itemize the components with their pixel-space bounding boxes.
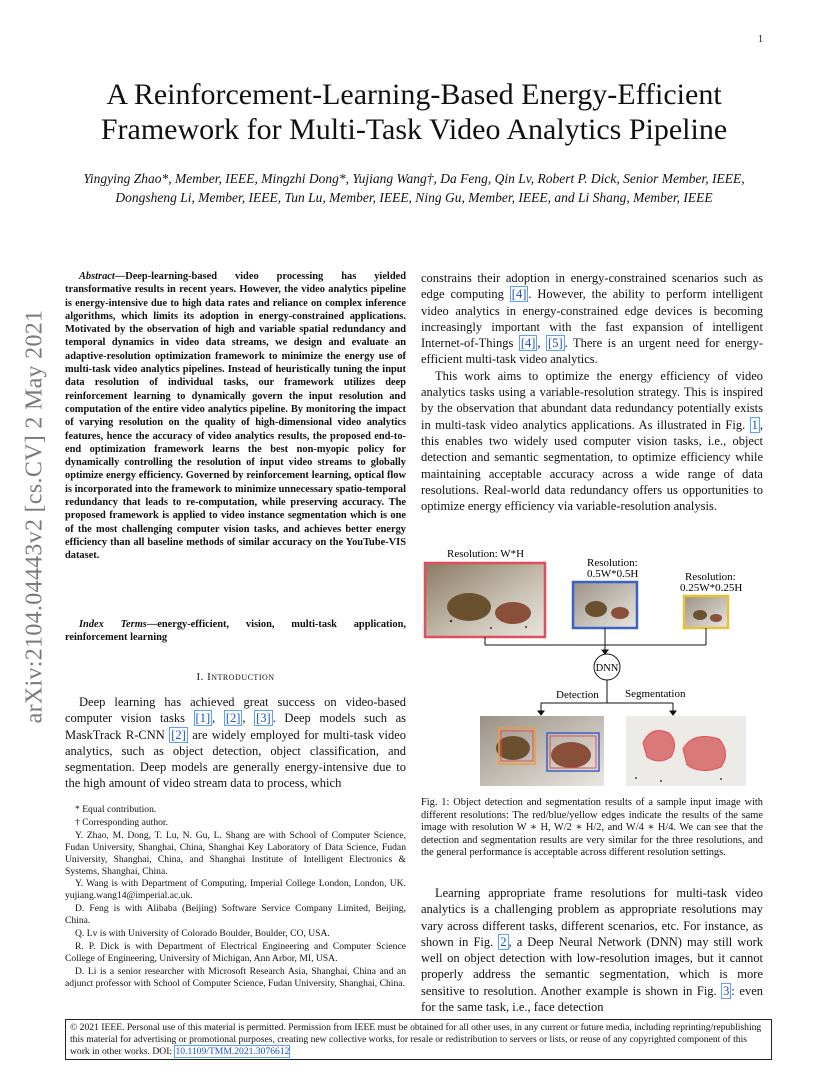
image-full-resolution [425,563,545,637]
abstract-label: Abstract [79,271,115,282]
footnote: * Equal contribution. [75,804,157,815]
citation-link[interactable]: [4] [511,287,527,302]
footnotes [65,804,406,991]
section-heading-introduction: I. Introduction [196,671,275,683]
citation-link[interactable]: [2] [225,711,241,726]
resolution-label-full: Resolution: W*H [447,548,525,560]
footnote: Y. Zhao, M. Dong, T. Lu, N. Gu, L. Shang are with School of Computer Science, Fudan University, Shanghai, China, Shanghai Key Laboratory of Data Science, Fudan University, Shanghai, China, and Shanghai Institute of Intelligent Electronics & Systems, Shanghai, China. [65,829,406,877]
footnote: Y. Wang is with Department of Computing, Imperial College London, London, UK. yujiang.wang14@imperial.ac.uk. [65,878,406,902]
doi-link[interactable]: 10.1109/TMM.2021.3076612 [175,1045,290,1057]
index-terms-label: Index Terms [79,619,147,630]
index-terms-text: —energy-efficient, vision, multi-task application, reinforcement learning [65,619,406,644]
resolution-label-quarter-size: 0.25W*0.25H [680,582,743,594]
page-number: 1 [758,34,763,45]
citation-link[interactable]: [3] [256,711,271,726]
author-names: Yingying Zhao*, Member, IEEE, Mingzhi Dong*, Yujiang Wang†, Da Feng, Qin Lv, Robert P. Dick, Senior Member, IEEE, Dongsheng Li, Member, IEEE, Tun Lu, Member, IEEE, Ning Gu, Member, IEEE, and Li Shang, Member, IEEE [83,171,745,205]
figure-reference-link[interactable]: 3 [723,983,730,998]
figure-reference-link[interactable]: 2 [500,934,507,949]
arxiv-identifier: arXiv:2104.04443v2 [cs.CV] 2 May 2021 [21,309,48,724]
author-list [60,169,768,207]
citation-link[interactable]: [5] [548,336,563,351]
resolution-label-quarter: Resolution: [685,571,736,583]
svg-text:DNN: DNN [595,663,619,674]
citation-link[interactable]: [4] [520,336,536,351]
resolution-label-half: Resolution: [587,557,638,569]
image-quarter-resolution [684,596,728,628]
segmentation-label: Segmentation [625,688,686,700]
image-half-resolution [573,582,637,628]
figure-diagram [421,543,766,793]
detection-result-image [480,716,604,786]
footnote: D. Feng is with Alibaba (Beijing) Software Service Company Limited, Beijing, China. [65,903,406,927]
figure-1 [421,543,766,793]
resolution-label-half-size: 0.5W*0.5H [587,568,639,580]
segmentation-result-image [626,716,746,786]
copyright-notice: © 2021 IEEE. Personal use of this material is permitted. Permission from IEEE must be obtained for all other uses, in any current or future media, including reprinting/republishing this material for advertising or promotional purposes, creating new collective works, for resale or redistribution to servers or lists, or reuse of any copyrighted component of this work in other works. DOI: 10.1109/TMM.2021.3076612 [65,1019,772,1060]
intro-right-text: constrains their adoption in energy-constrained scenarios such as edge computing [4] . However, the ability to perform intelligent video analytics in energy-constrained edge devices is becoming increasingly important with the fast expansion of intelligent Internet-of-Things [4] , [5] . There is an urgent need for energy-efficient multi-task video analytics. This work aims to optimize the energy efficiency of video analytics tasks using a variable-resolution strategy. This is inspired by the observation that abundant data redundancy potentially exists in multi-task video analytics applications. As illustrated in Fig. 1 , this enables two widely used computer vision tasks, i.e., object detection and semantic segmentation, to optimize efficiency while maintaining acceptable accuracy across a wide range of data resolutions. Real-world data redundancy offers us opportunities to optimize energy efficiency via variable-resolution analysis. [421,271,764,514]
figure-reference-link[interactable]: 1 [751,417,758,432]
abstract [65,270,406,563]
intro-left-text: Deep learning has achieved great success on video-based computer vision tasks [1] , [2] , [3] . Deep models such as MaskTrack R-CNN [2] are widely employed for multi-task video analytics, such as object detection, object classification, and segmentation. Deep models are generally energy-intensive due to the high amount of video stream data to process, which [65,695,407,791]
citation-link[interactable]: [1] [195,711,211,726]
intro-right-continued: Learning appropriate frame resolutions for multi-task video analytics is a challenging problem as appropriate resolutions may vary across different tasks, different scenarios, etc. For instance, as shown in Fig. 2 , a Deep Neural Network (DNN) may still work well on object detection with low-resolution images, but it cannot properly address the semantic segmentation, which is more sensitive to resolution. Another example is shown in Fig. 3 : even for the same task, i.e., face detection [421,886,763,1015]
index-terms [65,618,406,645]
paper-title: A Reinforcement-Learning-Based Energy-Efficient Framework for Multi-Task Video Analytics Pipeline [100,78,728,146]
figure-caption: Fig. 1: Object detection and segmentation results of a sample input image with different resolutions: The red/blue/yellow edges indicate the results of the same image with resolution W ∗ H, W/2 ∗ H/2, and W/4 ∗ H/4. We can see that the detection and segmentation results are very similar for the three resolutions, and the general performance is acceptable across different resolution settings. [421,797,763,859]
dnn-node [594,654,620,680]
detection-label: Detection [556,689,599,701]
footnote: R. P. Dick is with Department of Electrical Engineering and Computer Science College of Engineering, University of Michigan, Ann Arbor, MI, USA. [65,940,406,964]
footnote: † Corresponding author. [75,816,168,828]
citation-link[interactable]: [2] [171,727,186,742]
abstract-text: —Deep-learning-based video processing has yielded transformative results in recent years. However, the video analytics pipeline is energy-intensive due to high data rates and reliance on complex inference algorithms, which limits its adoption in energy-constrained applications. Motivated by the observation of high and variable spatial redundancy and temporal dynamics in video data streams, we design and evaluate an adaptive-resolution optimization framework to minimize the energy use of multi-task video analytics pipelines. Instead of heuristically tuning the input data resolution of individual tasks, our framework utilizes deep reinforcement learning to dynamically govern the input resolution and computation of the entire video analytics pipeline. By monitoring the impact of varying resolution on the quality of high-dimensional video analytics features, hence the accuracy of video analytics results, the proposed end-to-end optimization framework learns the best non-myopic policy for dynamically controlling the resolution of input video streams to globally optimize energy efficiency. Governed by reinforcement learning, optical flow is incorporated into the framework to minimize unnecessary spatio-temporal redundancy that leads to re-computation, while preserving accuracy. The proposed framework is applied to video instance segmentation which is one of the most challenging computer vision tasks, and achieves better energy efficiency than all baseline methods of similar accuracy on the YouTube-VIS dataset. [65,271,406,562]
footnote: Q. Lv is with University of Colorado Boulder, Boulder, CO, USA. [75,928,330,940]
footnote: D. Li is a senior researcher with Microsoft Research Asia, Shanghai, China and an adjunct professor with School of Computer Science, Fudan University, Shanghai, China. [65,965,406,989]
